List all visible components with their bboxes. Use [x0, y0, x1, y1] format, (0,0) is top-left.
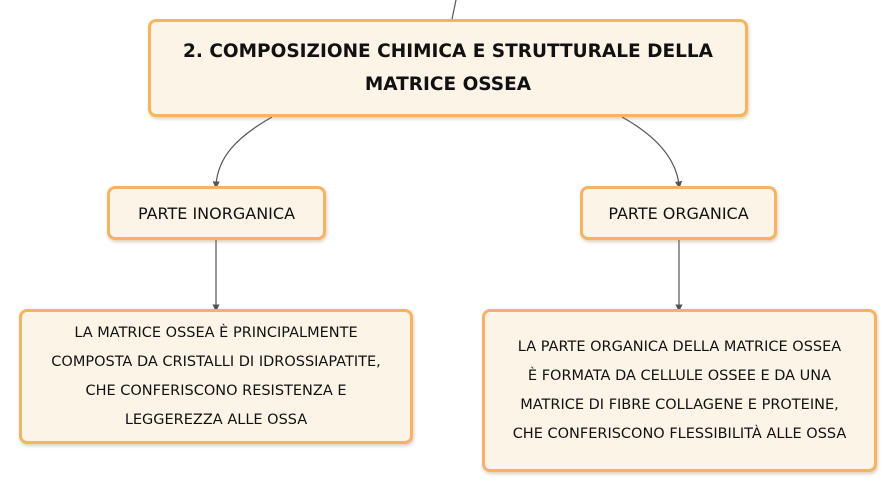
- detail-text-organic: [513, 333, 847, 449]
- detail-line: COMPOSTA DA CRISTALLI DI IDROSSIAPATITE,: [51, 353, 381, 370]
- detail-text-inorganic: [51, 319, 380, 435]
- subtopic-label-organic: PARTE ORGANICA: [608, 203, 749, 223]
- subtopic-node-organic[interactable]: [580, 186, 777, 240]
- main-topic-text: [183, 35, 713, 101]
- detail-node-inorganic[interactable]: [19, 309, 413, 444]
- detail-line: LA MATRICE OSSEA È PRINCIPALMENTE: [74, 324, 358, 341]
- connector-main-to-inorganic: [216, 117, 272, 185]
- subtopic-node-inorganic[interactable]: [107, 186, 326, 240]
- subtopic-label-inorganic: PARTE INORGANICA: [137, 203, 296, 223]
- detail-line: CHE CONFERISCONO RESISTENZA E: [85, 382, 347, 399]
- detail-node-organic[interactable]: [482, 309, 877, 472]
- detail-line: LEGGEREZZA ALLE OSSA: [124, 411, 308, 428]
- main-topic-node[interactable]: [148, 19, 748, 117]
- detail-line: È FORMATA DA CELLULE OSSEE E DA UNA: [527, 367, 832, 384]
- connector-main-to-organic: [622, 117, 679, 185]
- main-topic-line-1: 2. COMPOSIZIONE CHIMICA E STRUTTURALE DELLA: [183, 41, 713, 62]
- detail-line: LA PARTE ORGANICA DELLA MATRICE OSSEA: [517, 338, 842, 355]
- detail-line: MATRICE DI FIBRE COLLAGENE E PROTEINE,: [520, 396, 839, 413]
- main-topic-line-2: MATRICE OSSEA: [364, 74, 532, 95]
- connector-parent: [452, 0, 456, 19]
- detail-line: CHE CONFERISCONO FLESSIBILITÀ ALLE OSSA: [512, 425, 847, 442]
